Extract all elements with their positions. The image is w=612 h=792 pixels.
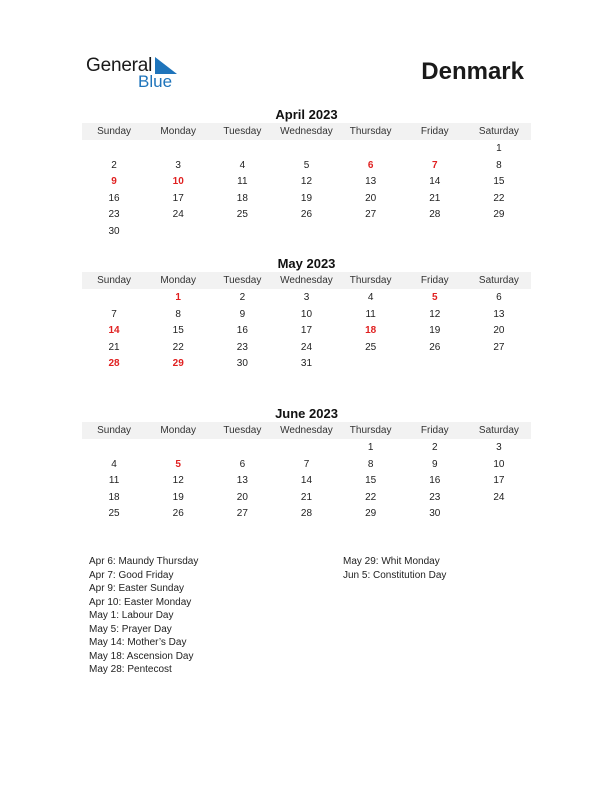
day-cell: 26 xyxy=(429,341,441,353)
day-grid xyxy=(82,440,531,523)
day-cell: 16 xyxy=(236,325,248,337)
day-cell: 6 xyxy=(239,458,246,470)
day-cell: 23 xyxy=(108,209,120,221)
day-cell: 12 xyxy=(172,475,184,487)
weekday-sunday: Sunday xyxy=(97,275,132,286)
day-cell: 22 xyxy=(172,341,184,353)
day-cell: 10 xyxy=(493,458,505,470)
day-cell: 1 xyxy=(175,292,181,303)
day-cell: 20 xyxy=(365,192,377,204)
day-cell: 7 xyxy=(431,159,438,171)
day-cell: 29 xyxy=(365,508,377,520)
holiday-entry: Apr 6: Maundy Thursday xyxy=(89,556,199,567)
weekday-thursday: Thursday xyxy=(349,126,392,137)
day-cell: 27 xyxy=(365,209,377,221)
day-cell: 18 xyxy=(236,192,248,204)
empty-cell xyxy=(82,141,146,158)
month-title: May 2023 xyxy=(277,256,336,271)
weekday-tuesday: Tuesday xyxy=(223,126,262,137)
holiday-entry: May 14: Mother’s Day xyxy=(89,637,187,648)
weekday-wednesday: Wednesday xyxy=(280,126,333,137)
weekday-friday: Friday xyxy=(420,275,449,286)
weekday-sunday: Sunday xyxy=(97,425,132,436)
day-cell: 4 xyxy=(111,458,117,470)
day-cell: 3 xyxy=(496,442,502,453)
month-may xyxy=(82,255,531,373)
day-cell: 18 xyxy=(365,325,377,337)
day-cell: 20 xyxy=(236,491,248,503)
day-cell: 15 xyxy=(365,475,377,487)
empty-cell xyxy=(82,440,146,457)
day-cell: 13 xyxy=(493,308,505,320)
day-cell: 9 xyxy=(239,308,246,320)
empty-cell xyxy=(274,440,338,457)
weekday-monday: Monday xyxy=(160,425,196,436)
day-cell: 5 xyxy=(431,292,438,303)
day-cell: 17 xyxy=(300,325,313,337)
day-cell: 24 xyxy=(493,491,505,503)
day-cell: 30 xyxy=(429,508,441,520)
holiday-list-right xyxy=(343,555,446,582)
day-grid xyxy=(82,141,531,241)
day-cell: 16 xyxy=(108,192,120,204)
month-april xyxy=(82,106,531,241)
day-cell: 19 xyxy=(300,192,313,204)
day-cell: 28 xyxy=(108,358,120,370)
day-cell: 21 xyxy=(108,341,120,353)
weekday-thursday: Thursday xyxy=(349,425,392,436)
day-cell: 5 xyxy=(303,159,310,171)
empty-cell xyxy=(210,141,274,158)
day-cell: 9 xyxy=(111,176,117,188)
day-cell: 11 xyxy=(108,475,120,487)
day-cell: 17 xyxy=(493,475,505,487)
weekday-wednesday: Wednesday xyxy=(280,425,333,436)
day-cell: 19 xyxy=(429,325,441,337)
holiday-entry: Apr 7: Good Friday xyxy=(89,569,174,581)
day-cell: 25 xyxy=(108,508,120,520)
weekday-saturday: Saturday xyxy=(478,425,519,436)
holiday-entry: Jun 5: Constitution Day xyxy=(343,569,447,581)
day-cell: 14 xyxy=(429,176,441,188)
day-cell: 19 xyxy=(172,491,184,503)
day-cell: 30 xyxy=(236,358,248,370)
day-cell: 6 xyxy=(367,159,374,171)
day-grid xyxy=(82,290,531,373)
day-cell: 24 xyxy=(172,209,184,221)
day-cell: 2 xyxy=(431,442,438,453)
day-cell: 2 xyxy=(239,292,246,303)
month-june xyxy=(82,405,531,523)
weekday-friday: Friday xyxy=(420,126,449,137)
day-cell: 21 xyxy=(429,192,441,204)
day-cell: 8 xyxy=(175,308,181,320)
weekday-tuesday: Tuesday xyxy=(223,425,262,436)
empty-cell xyxy=(82,290,146,307)
weekday-header xyxy=(82,123,531,140)
holiday-entry: May 18: Ascension Day xyxy=(89,650,194,662)
empty-cell xyxy=(403,141,467,158)
empty-cell xyxy=(210,440,274,457)
day-cell: 1 xyxy=(496,143,502,154)
day-cell: 10 xyxy=(300,308,313,320)
day-cell: 4 xyxy=(367,292,374,303)
day-cell: 11 xyxy=(237,176,248,188)
holiday-entry: Apr 9: Easter Sunday xyxy=(89,583,185,594)
day-cell: 22 xyxy=(365,491,377,503)
country-title: Denmark xyxy=(421,58,524,85)
logo-word-general: General xyxy=(86,55,153,76)
day-cell: 17 xyxy=(172,192,184,204)
month-title: June 2023 xyxy=(275,406,338,421)
day-cell: 1 xyxy=(367,442,374,453)
day-cell: 14 xyxy=(300,475,313,487)
weekday-saturday: Saturday xyxy=(478,126,519,137)
empty-cell xyxy=(146,440,210,457)
holiday-entry: May 28: Pentecost xyxy=(89,664,172,675)
weekday-monday: Monday xyxy=(160,275,196,286)
day-cell: 10 xyxy=(172,176,184,188)
day-cell: 5 xyxy=(175,458,181,470)
day-cell: 13 xyxy=(365,176,377,188)
day-cell: 9 xyxy=(431,458,438,470)
day-cell: 27 xyxy=(493,341,505,353)
day-cell: 12 xyxy=(429,308,441,320)
day-cell: 26 xyxy=(300,209,313,221)
day-cell: 28 xyxy=(429,209,441,221)
day-cell: 27 xyxy=(236,508,248,520)
day-cell: 24 xyxy=(300,341,313,353)
day-cell: 7 xyxy=(303,458,310,470)
weekday-wednesday: Wednesday xyxy=(280,275,333,286)
day-cell: 26 xyxy=(172,508,184,520)
day-cell: 25 xyxy=(236,209,248,221)
day-cell: 21 xyxy=(300,491,313,503)
day-cell: 22 xyxy=(493,192,505,204)
holiday-entry: Apr 10: Easter Monday xyxy=(89,596,192,608)
day-cell: 13 xyxy=(236,475,248,487)
empty-cell xyxy=(339,141,403,158)
day-cell: 31 xyxy=(300,358,313,370)
month-title: April 2023 xyxy=(275,107,338,122)
holiday-entry: May 29: Whit Monday xyxy=(343,556,440,567)
holiday-entry: May 1: Labour Day xyxy=(89,610,174,621)
weekday-saturday: Saturday xyxy=(478,275,519,286)
weekday-header xyxy=(82,272,531,289)
day-cell: 23 xyxy=(429,491,441,503)
empty-cell xyxy=(146,141,210,158)
day-cell: 7 xyxy=(111,308,117,320)
day-cell: 4 xyxy=(239,159,246,171)
day-cell: 20 xyxy=(493,325,505,337)
day-cell: 16 xyxy=(429,475,441,487)
weekday-header xyxy=(82,422,531,439)
day-cell: 30 xyxy=(108,225,120,237)
day-cell: 11 xyxy=(365,308,376,320)
day-cell: 25 xyxy=(365,341,377,353)
day-cell: 29 xyxy=(493,209,505,221)
day-cell: 23 xyxy=(236,341,248,353)
day-cell: 3 xyxy=(175,159,181,171)
day-cell: 28 xyxy=(300,508,313,520)
weekday-monday: Monday xyxy=(160,126,196,137)
holiday-list-left xyxy=(89,555,198,677)
weekday-sunday: Sunday xyxy=(97,126,132,137)
day-cell: 14 xyxy=(108,325,120,337)
empty-cell xyxy=(274,141,338,158)
day-cell: 3 xyxy=(303,292,310,303)
day-cell: 29 xyxy=(172,358,184,370)
day-cell: 8 xyxy=(367,458,374,470)
day-cell: 6 xyxy=(496,292,502,303)
day-cell: 15 xyxy=(172,325,184,337)
day-cell: 12 xyxy=(300,176,313,188)
weekday-tuesday: Tuesday xyxy=(223,275,262,286)
logo-word-blue: Blue xyxy=(138,72,173,91)
holiday-entry: May 5: Prayer Day xyxy=(89,623,172,635)
day-cell: 15 xyxy=(493,176,505,188)
day-cell: 18 xyxy=(108,491,120,503)
weekday-friday: Friday xyxy=(420,425,449,436)
day-cell: 2 xyxy=(111,159,117,171)
weekday-thursday: Thursday xyxy=(349,275,392,286)
day-cell: 8 xyxy=(496,159,502,171)
logo xyxy=(86,55,186,93)
